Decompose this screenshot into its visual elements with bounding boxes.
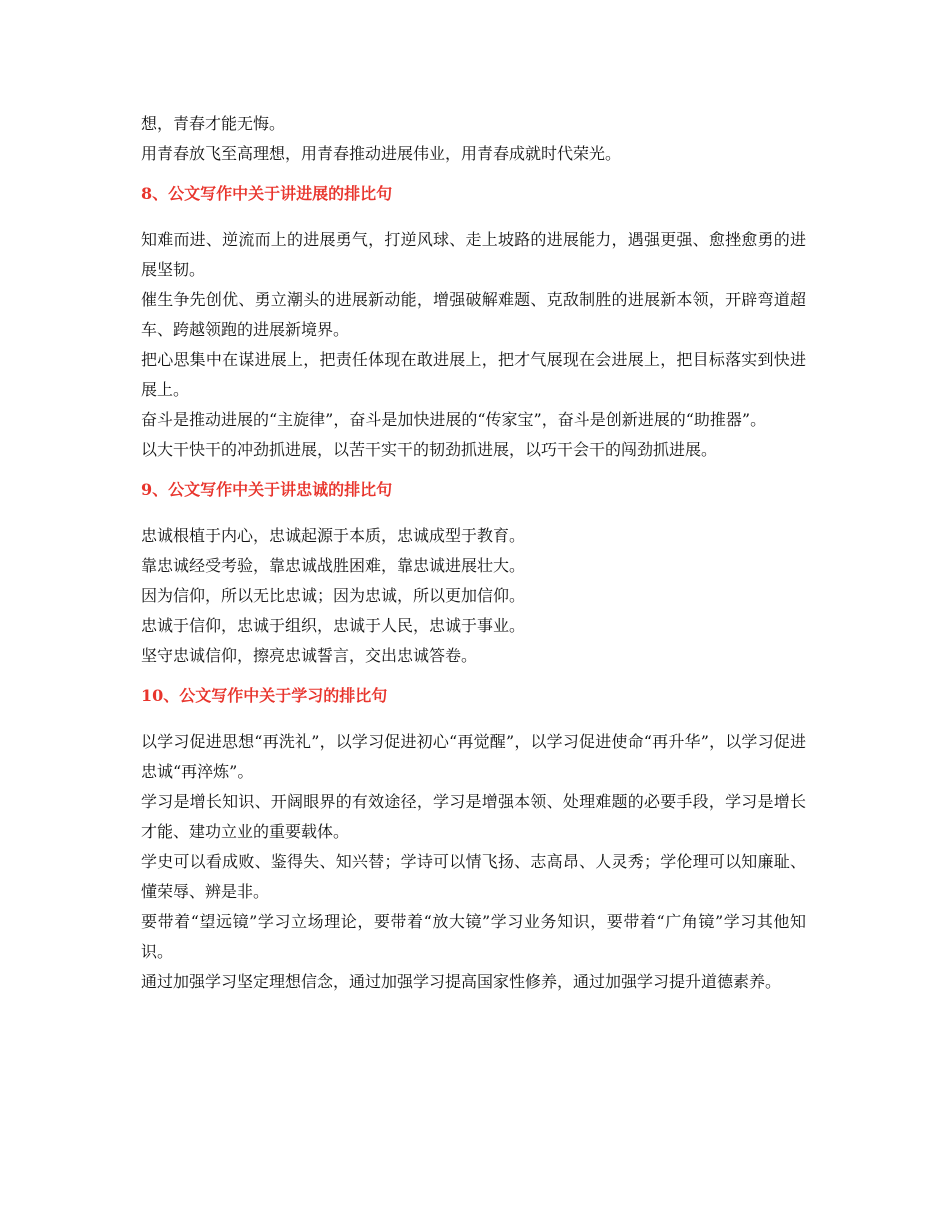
body-paragraph: 以大干快干的冲劲抓进展，以苦干实干的韧劲抓进展，以巧干会干的闯劲抓进展。 bbox=[141, 440, 718, 459]
section-heading: 10、公文写作中关于学习的排比句 bbox=[141, 686, 388, 705]
body-paragraph: 通过加强学习坚定理想信念，通过加强学习提高国家性修养，通过加强学习提升道德素养。 bbox=[141, 972, 782, 991]
document-page bbox=[141, 109, 806, 997]
body-paragraph: 催生争先创优、勇立潮头的进展新动能，增强破解难题、克敌制胜的进展新本领，开辟弯道超车、跨越领跑的进展新境界。 bbox=[141, 290, 806, 339]
section-8 bbox=[141, 179, 806, 465]
body-paragraph: 靠忠诚经受考验，靠忠诚战胜困难，靠忠诚进展壮大。 bbox=[141, 556, 526, 575]
body-paragraph: 因为信仰，所以无比忠诚；因为忠诚，所以更加信仰。 bbox=[141, 586, 526, 605]
intro-paragraph: 用青春放飞至高理想，用青春推动进展伟业，用青春成就时代荣光。 bbox=[141, 144, 622, 163]
section-heading: 8、公文写作中关于讲进展的排比句 bbox=[141, 184, 393, 203]
body-paragraph: 忠诚于信仰，忠诚于组织，忠诚于人民，忠诚于事业。 bbox=[141, 616, 526, 635]
section-10 bbox=[141, 681, 806, 997]
body-paragraph: 学史可以看成败、鉴得失、知兴替；学诗可以情飞扬、志高昂、人灵秀；学伦理可以知廉耻、懂荣辱、辨是非。 bbox=[141, 852, 806, 901]
section-heading: 9、公文写作中关于讲忠诚的排比句 bbox=[141, 480, 393, 499]
section-9 bbox=[141, 475, 806, 671]
body-paragraph: 要带着“望远镜”学习立场理论，要带着“放大镜”学习业务知识，要带着“广角镜”学习其他知识。 bbox=[141, 912, 806, 961]
body-paragraph: 以学习促进思想“再洗礼”，以学习促进初心“再觉醒”，以学习促进使命“再升华”，以学习促进忠诚“再淬炼”。 bbox=[141, 732, 806, 781]
body-paragraph: 知难而进、逆流而上的进展勇气，打逆风球、走上坡路的进展能力，遇强更强、愈挫愈勇的进展坚韧。 bbox=[141, 230, 806, 279]
body-paragraph: 把心思集中在谋进展上，把责任体现在敢进展上，把才气展现在会进展上，把目标落实到快进展上。 bbox=[141, 350, 806, 399]
body-paragraph: 奋斗是推动进展的“主旋律”，奋斗是加快进展的“传家宝”，奋斗是创新进展的“助推器”。 bbox=[141, 410, 767, 429]
body-paragraph: 忠诚根植于内心，忠诚起源于本质，忠诚成型于教育。 bbox=[141, 526, 526, 545]
body-paragraph: 学习是增长知识、开阔眼界的有效途径，学习是增强本领、处理难题的必要手段，学习是增长才能、建功立业的重要载体。 bbox=[141, 792, 806, 841]
intro-paragraph: 想，青春才能无悔。 bbox=[141, 114, 286, 133]
body-paragraph: 坚守忠诚信仰，擦亮忠诚誓言，交出忠诚答卷。 bbox=[141, 646, 478, 665]
intro-block bbox=[141, 109, 806, 169]
